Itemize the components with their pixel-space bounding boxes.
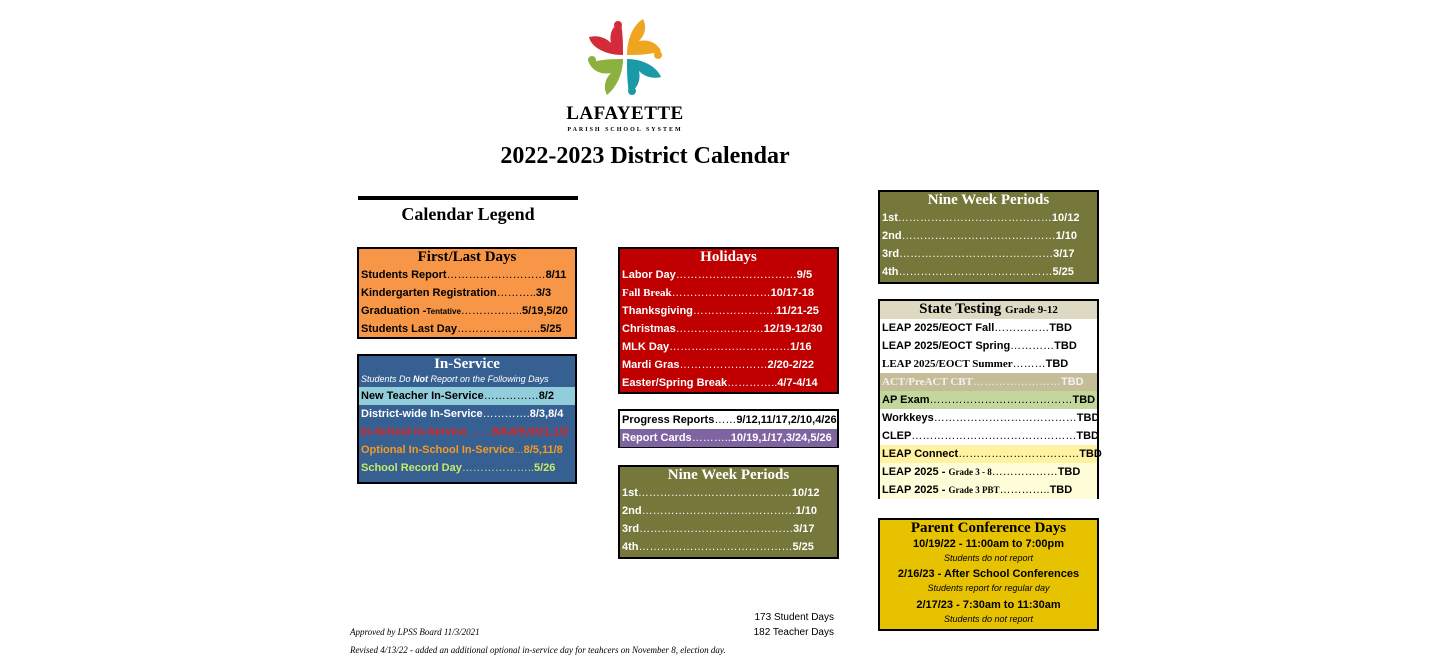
brand-subtitle: PARISH SCHOOL SYSTEM — [567, 127, 683, 133]
legend-row: Mardi Gras……………………2/20-2/22 — [622, 359, 814, 371]
box-title: Nine Week Periods — [667, 467, 790, 483]
legend-row: MLK Day……………………………1/16 — [622, 341, 812, 353]
box-title: State Testing Grade 9-12 — [880, 301, 1097, 319]
lafayette-logo — [583, 15, 667, 99]
reports-box — [618, 409, 839, 448]
in-service-box — [357, 354, 577, 484]
first-last-days-box — [357, 247, 577, 339]
legend-row: 4th……………………………………5/25 — [882, 266, 1074, 278]
legend-row: Kindergarten Registration………..3/3 — [361, 287, 552, 299]
legend-row: Optional In-School In-Service...8/5,11/8 — [361, 444, 563, 456]
testing-row: LEAP 2025/EOCT Summer………TBD — [880, 355, 1097, 373]
testing-row: Workkeys…………………………………TBD — [880, 409, 1097, 427]
legend-row: 1st……………………………………10/12 — [882, 212, 1080, 224]
state-testing-box — [878, 299, 1102, 499]
box-title: In-Service — [434, 356, 500, 372]
box-title: First/Last Days — [417, 249, 517, 265]
conference-line: 10/19/22 - 11:00am to 7:00pm — [912, 538, 1065, 550]
page-title: 2022-2023 District Calendar — [500, 143, 790, 169]
testing-row: ACT/PreACT CBT……………………TBD — [880, 373, 1097, 391]
box-title: Holidays — [700, 249, 757, 265]
testing-row: LEAP 2025 - Grade 3 - 8………………TBD — [880, 463, 1097, 481]
legend-row: Easter/Spring Break…………..4/7-4/14 — [622, 377, 818, 389]
legend-row: In-School In-Service…….8/8,8/9,9/21,1/2 — [361, 426, 569, 438]
legend-row: School Record Day………………..5/26 — [361, 462, 556, 474]
legend-row: Christmas……………………12/19-12/30 — [622, 323, 823, 335]
legend-row: Students Last Day…………………..5/25 — [361, 323, 562, 335]
legend-title: Calendar Legend — [401, 204, 535, 224]
revised-note: Revised 4/13/22 - added an additional optional in-service day for teahcers on November 8, election day. — [350, 645, 726, 655]
box-title: Nine Week Periods — [927, 192, 1050, 208]
testing-rows — [880, 319, 1102, 499]
box-title: Parent Conference Days — [910, 520, 1067, 536]
legend-row: Students Report………………………8/11 — [361, 269, 567, 281]
legend-row: 4th……………………………………5/25 — [622, 541, 814, 553]
testing-row: LEAP 2025/EOCT Spring…………TBD — [880, 337, 1097, 355]
testing-row: AP Exam…………………………………TBD — [880, 391, 1097, 409]
conference-note: Students do not report — [943, 553, 1034, 563]
testing-row: LEAP Connect……………………………TBD — [880, 445, 1097, 463]
conference-line: 2/17/23 - 7:30am to 11:30am — [916, 599, 1061, 611]
conference-line: 2/16/23 - After School Conferences — [897, 568, 1080, 580]
legend-row: Report Cards………..10/19,1/17,3/24,5/26 — [620, 429, 837, 447]
legend-row: 3rd……………………………………3/17 — [622, 523, 815, 535]
approved-note: Approved by LPSS Board 11/3/2021 — [350, 627, 480, 637]
legend-row: 3rd……………………………………3/17 — [882, 248, 1075, 260]
legend-row: 1st……………………………………10/12 — [622, 487, 820, 499]
parent-conference-box — [878, 518, 1099, 631]
nine-week-periods-box — [878, 190, 1099, 284]
legend-row: Fall Break………………………10/17-18 — [622, 287, 815, 299]
testing-row: LEAP 2025/EOCT Fall……………TBD — [880, 319, 1097, 337]
testing-row: CLEP………………………………………TBD — [880, 427, 1097, 445]
student-days: 173 Student Days — [754, 612, 834, 623]
legend-row: 2nd……………………………………1/10 — [622, 505, 817, 517]
conference-note: Students do not report — [943, 614, 1034, 624]
legend-row: Labor Day……………………………9/5 — [622, 269, 813, 281]
nine-week-periods-box — [618, 465, 839, 559]
legend-row: Progress Reports……9/12,11/17,2/10,4/26 — [620, 411, 837, 429]
legend-row: 2nd……………………………………1/10 — [882, 230, 1077, 242]
testing-row: LEAP 2025 - Grade 3 PBT…………..TBD — [880, 481, 1097, 499]
legend-row: Thanksgiving…………………..11/21-25 — [622, 305, 819, 317]
legend-divider — [358, 196, 578, 200]
teacher-days: 182 Teacher Days — [753, 627, 834, 638]
brand-name: LAFAYETTE — [566, 103, 684, 124]
legend-row: New Teacher In-Service……………8/2 — [359, 387, 575, 405]
holidays-box — [618, 247, 839, 394]
legend-row: District-wide In-Service………….8/3,8/4 — [361, 408, 564, 420]
in-service-subtitle: Students Do Not Report on the Following Days — [361, 374, 549, 384]
conference-note: Students report for regular day — [927, 583, 1050, 593]
legend-row: Graduation -Tentative……………..5/19,5/20 — [361, 305, 568, 317]
